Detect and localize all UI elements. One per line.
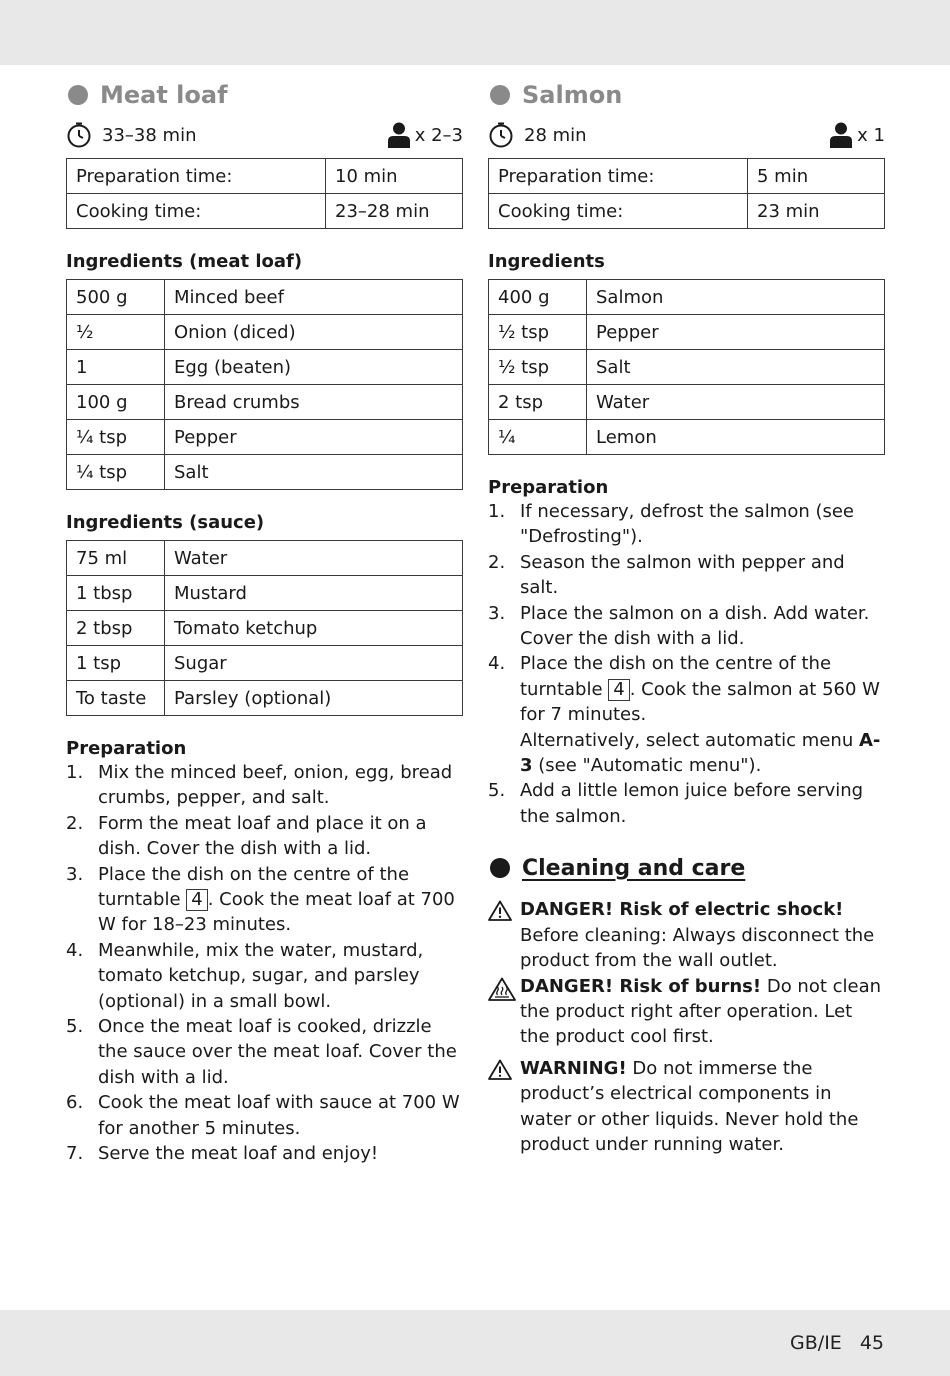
- step-number: 3.: [488, 602, 506, 624]
- meat-loaf-servings: [387, 122, 463, 148]
- bullet-dot-icon: [490, 858, 510, 878]
- table-cell: 23–28 min: [326, 194, 463, 229]
- table-cell: Onion (diced): [165, 315, 463, 350]
- step-text-part: (see "Automatic menu").: [532, 755, 762, 777]
- list-item: [488, 550, 885, 601]
- table-cell: ¼ tsp: [67, 455, 165, 490]
- table-cell: Salt: [165, 455, 463, 490]
- table-cell: ¼ tsp: [67, 420, 165, 455]
- step-number: 2.: [488, 551, 506, 573]
- table-cell: ½: [67, 315, 165, 350]
- step-number: 3.: [66, 863, 84, 885]
- table-cell: 1 tsp: [67, 646, 165, 681]
- warning-block: [488, 1056, 885, 1158]
- table-cell: ½ tsp: [489, 315, 587, 350]
- step-number: 2.: [66, 812, 84, 834]
- step-text: Serve the meat loaf and enjoy!: [98, 1143, 379, 1165]
- step-number: 1.: [66, 762, 84, 783]
- step-text: Place the salmon on a dish. Add water. Cover the dish with a lid.: [520, 602, 870, 650]
- table-cell: 10 min: [326, 159, 463, 194]
- step-number: 5.: [66, 1016, 84, 1038]
- table-row: [67, 350, 463, 385]
- table-row: [489, 194, 885, 229]
- salmon-title-text: Salmon: [522, 81, 623, 109]
- table-cell: 75 ml: [67, 541, 165, 576]
- table-row: [67, 385, 463, 420]
- list-item: [66, 1090, 463, 1141]
- table-row: [67, 159, 463, 194]
- warning-triangle-icon: [488, 1056, 520, 1158]
- step-number: 5.: [488, 780, 506, 802]
- list-item: [488, 651, 885, 778]
- step-number: 4.: [488, 653, 506, 675]
- salmon-meta: [488, 117, 885, 153]
- table-row: [67, 194, 463, 229]
- table-row: [67, 315, 463, 350]
- table-cell: 2 tsp: [489, 385, 587, 420]
- meat-loaf-steps: [66, 760, 463, 1167]
- table-cell: ½ tsp: [489, 350, 587, 385]
- warning-body: Do not immerse the product’s electrical components in water or other liquids. Never hold the product under running water.: [520, 1057, 859, 1155]
- table-cell: Parsley (optional): [165, 681, 463, 716]
- table-cell: Preparation time:: [67, 159, 326, 194]
- salmon-ingredients-table: [488, 279, 885, 455]
- meat-loaf-title-text: Meat loaf: [100, 81, 228, 109]
- step-text: [520, 651, 885, 778]
- table-row: [67, 455, 463, 490]
- table-cell: 5 min: [748, 159, 885, 194]
- warning-body: Do not clean the product right after operation. Let the product cool first.: [520, 975, 882, 1048]
- meat-loaf-meta: [66, 117, 463, 153]
- meat-loaf-time-table: [66, 158, 463, 229]
- step-text: Form the meat loaf and place it on a dish. Cover the dish with a lid.: [98, 812, 427, 860]
- table-cell: Tomato ketchup: [165, 611, 463, 646]
- salmon-ingredients-heading: Ingredients: [488, 251, 605, 272]
- table-cell: Salmon: [587, 280, 885, 315]
- step-text: Add a little lemon juice before serving the salmon.: [520, 780, 864, 827]
- stopwatch-icon: [488, 122, 514, 148]
- step-text-part: Place the dish on the centre of the turntable: [520, 653, 832, 700]
- meat-loaf-ingredients-table: [66, 279, 463, 490]
- step-text: Mix the minced beef, onion, egg, bread crumbs, pepper, and salt.: [98, 762, 453, 809]
- salmon-servings: [829, 122, 885, 148]
- page-number: 45: [859, 1332, 884, 1354]
- step-text: Cook the meat loaf with sauce at 700 W for another 5 minutes.: [98, 1092, 460, 1139]
- table-cell: 1 tbsp: [67, 576, 165, 611]
- table-cell: ¼: [489, 420, 587, 455]
- meat-loaf-title: [66, 78, 463, 112]
- step-text-part: Place the dish on the centre of the turntable: [98, 863, 410, 911]
- meat-loaf-sauce-heading: Ingredients (sauce): [66, 512, 265, 533]
- meat-loaf-total-time: [66, 122, 196, 148]
- cleaning-care-title: [488, 853, 885, 883]
- table-row: [489, 350, 885, 385]
- table-row: [67, 541, 463, 576]
- table-row: [489, 420, 885, 455]
- table-row: [67, 611, 463, 646]
- table-cell: Water: [587, 385, 885, 420]
- hot-surface-warning-icon: [488, 974, 520, 1050]
- warning-text: [520, 1056, 885, 1158]
- list-item: [66, 862, 463, 938]
- salmon-title: [488, 78, 885, 112]
- list-item: [66, 1014, 463, 1090]
- step-text: Season the salmon with pepper and salt.: [520, 551, 845, 599]
- top-band: [0, 0, 950, 65]
- list-item: [66, 938, 463, 1014]
- meat-loaf-section: [66, 78, 463, 1167]
- turntable-reference: 4: [186, 889, 207, 911]
- step-text-part: Alternatively, select automatic menu: [520, 729, 859, 751]
- salmon-total-time-text: 28 min: [524, 124, 587, 146]
- automatic-menu-code: A-3: [520, 729, 881, 777]
- meat-loaf-ingredients-heading: Ingredients (meat loaf): [66, 251, 303, 272]
- warning-block: [488, 974, 885, 1050]
- meat-loaf-servings-text: x 2–3: [414, 124, 463, 146]
- step-text: Meanwhile, mix the water, mustard, tomato ketchup, sugar, and parsley (optional) in a small bowl.: [98, 939, 424, 1012]
- step-number: 7.: [66, 1143, 84, 1165]
- warning-triangle-icon: [488, 897, 520, 973]
- person-icon: [829, 122, 853, 148]
- step-text-part: . Cook the salmon at 560 W for 7 minutes.: [520, 678, 880, 726]
- table-row: [489, 159, 885, 194]
- salmon-preparation-heading: Preparation: [488, 477, 609, 498]
- step-text: [98, 862, 463, 938]
- table-cell: To taste: [67, 681, 165, 716]
- table-cell: Lemon: [587, 420, 885, 455]
- table-row: [67, 420, 463, 455]
- warning-body: Before cleaning: Always disconnect the product from the wall outlet.: [520, 924, 875, 972]
- table-cell: 100 g: [67, 385, 165, 420]
- table-cell: Salt: [587, 350, 885, 385]
- list-item: [488, 601, 885, 652]
- footer-region: GB/IE: [790, 1332, 842, 1354]
- warning-label: WARNING!: [520, 1057, 627, 1079]
- table-cell: Egg (beaten): [165, 350, 463, 385]
- cleaning-care-title-text: Cleaning and care: [522, 855, 746, 881]
- list-item: [66, 811, 463, 862]
- table-cell: 400 g: [489, 280, 587, 315]
- list-item: [488, 778, 885, 829]
- table-cell: 23 min: [748, 194, 885, 229]
- turntable-reference: 4: [608, 679, 629, 701]
- step-number: 6.: [66, 1092, 84, 1114]
- warning-label: DANGER! Risk of electric shock!: [520, 899, 844, 921]
- bullet-dot-icon: [68, 85, 88, 105]
- step-number: 1.: [488, 501, 506, 522]
- meat-loaf-total-time-text: 33–38 min: [102, 124, 197, 146]
- list-item: [66, 760, 463, 811]
- step-text: If necessary, defrost the salmon (see "Defrosting").: [520, 501, 855, 548]
- table-cell: Sugar: [165, 646, 463, 681]
- table-cell: 1: [67, 350, 165, 385]
- person-icon: [387, 122, 411, 148]
- table-cell: Minced beef: [165, 280, 463, 315]
- table-cell: Cooking time:: [489, 194, 748, 229]
- table-row: [67, 576, 463, 611]
- salmon-servings-text: x 1: [857, 124, 885, 146]
- meat-loaf-preparation-heading: Preparation: [66, 738, 187, 759]
- table-row: [67, 280, 463, 315]
- table-cell: Pepper: [165, 420, 463, 455]
- table-cell: Mustard: [165, 576, 463, 611]
- salmon-total-time: [488, 122, 587, 148]
- table-cell: Pepper: [587, 315, 885, 350]
- table-cell: 2 tbsp: [67, 611, 165, 646]
- warning-text: [520, 974, 885, 1050]
- warning-text: [520, 897, 885, 973]
- table-row: [67, 681, 463, 716]
- stopwatch-icon: [66, 122, 92, 148]
- table-cell: Preparation time:: [489, 159, 748, 194]
- meat-loaf-sauce-table: [66, 540, 463, 716]
- table-row: [489, 385, 885, 420]
- step-number: 4.: [66, 939, 84, 961]
- salmon-steps: [488, 499, 885, 829]
- table-row: [489, 315, 885, 350]
- list-item: [488, 499, 885, 550]
- table-cell: Bread crumbs: [165, 385, 463, 420]
- step-text: Once the meat loaf is cooked, drizzle the sauce over the meat loaf. Cover the dish with a lid.: [98, 1016, 457, 1088]
- table-cell: Cooking time:: [67, 194, 326, 229]
- salmon-section: [488, 78, 885, 1157]
- table-row: [67, 646, 463, 681]
- bullet-dot-icon: [490, 85, 510, 105]
- salmon-time-table: [488, 158, 885, 229]
- table-row: [489, 280, 885, 315]
- table-cell: Water: [165, 541, 463, 576]
- warning-block: [488, 897, 885, 973]
- page-footer: [790, 1332, 884, 1354]
- step-text-part: . Cook the meat loaf at 700 W for 18–23 minutes.: [98, 889, 455, 936]
- table-cell: 500 g: [67, 280, 165, 315]
- warning-label: DANGER! Risk of burns!: [520, 975, 762, 997]
- list-item: [66, 1141, 463, 1166]
